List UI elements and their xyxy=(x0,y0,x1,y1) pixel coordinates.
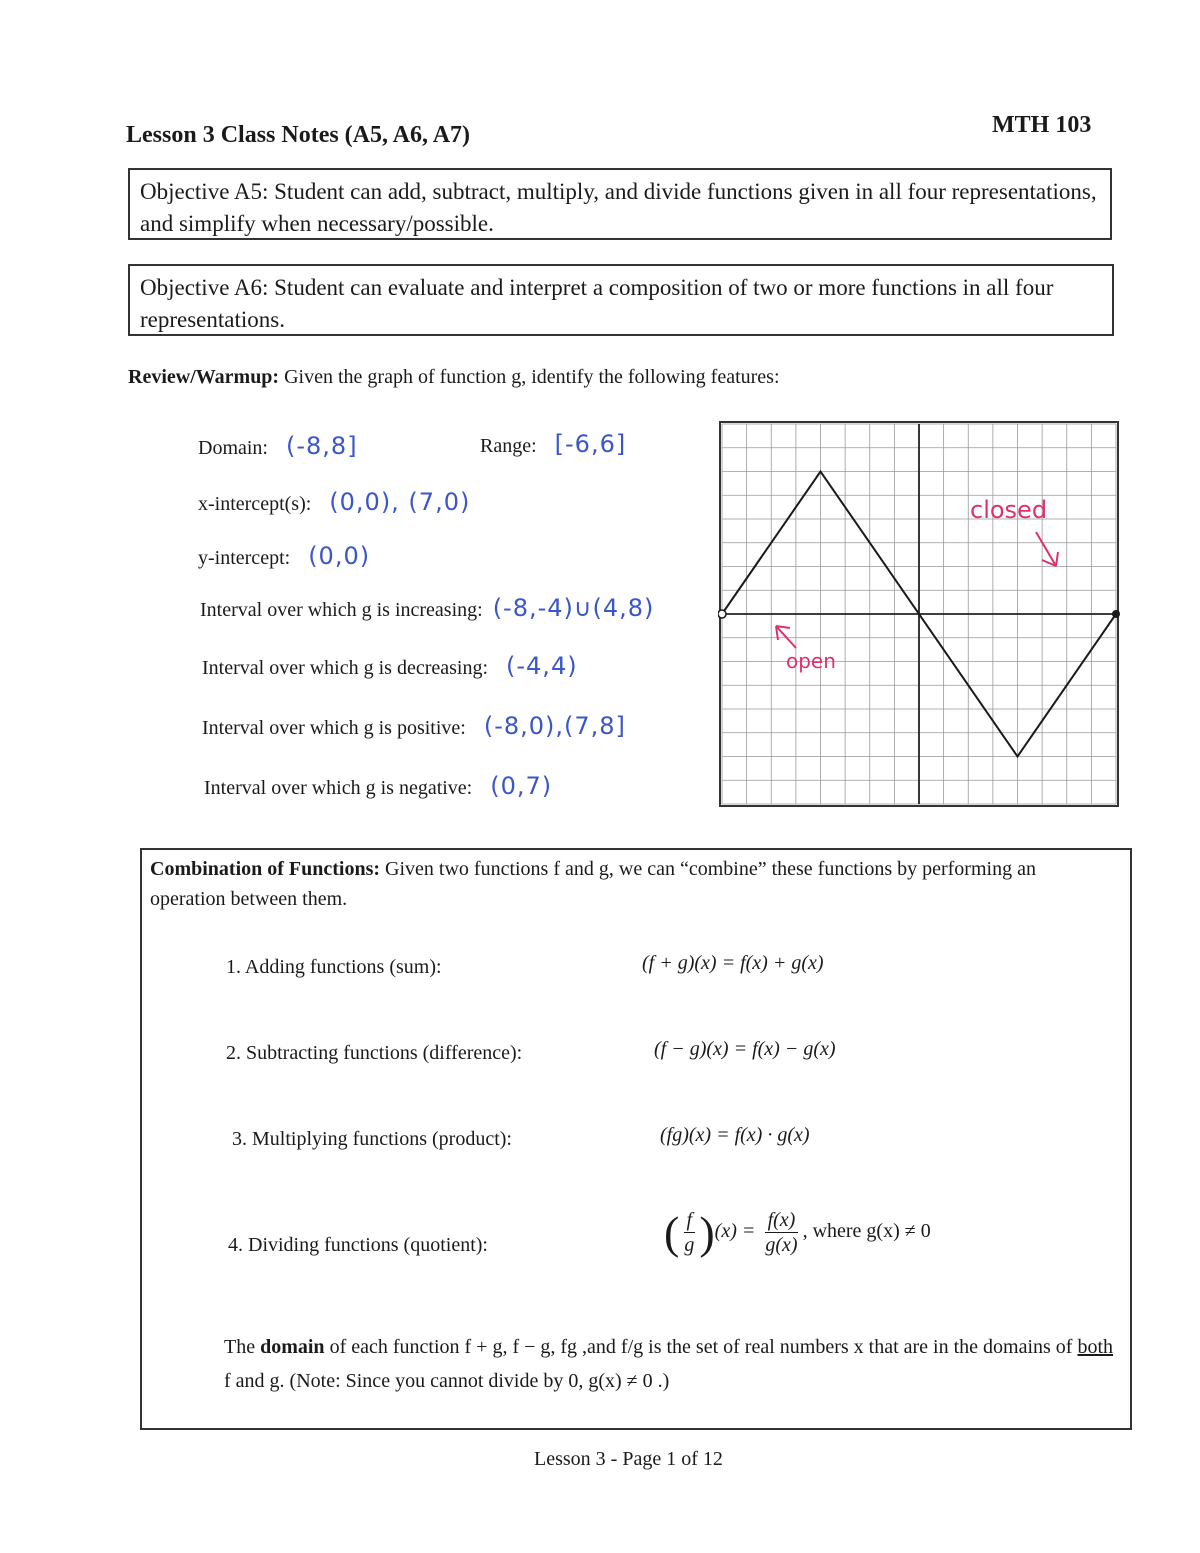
domain-answer: (-8,8] xyxy=(286,432,358,460)
x-intercept-answer: (0,0), (7,0) xyxy=(329,488,471,516)
increasing-answer: (-8,-4)∪(4,8) xyxy=(492,594,655,622)
increasing-label: Interval over which g is increasing: xyxy=(200,599,483,621)
domain-keyword: domain xyxy=(260,1336,325,1358)
open-annotation: open xyxy=(786,649,836,673)
warmup-prompt: Given the graph of function g, identify the following features: xyxy=(284,366,780,388)
open-endpoint-marker xyxy=(718,610,726,618)
x-intercept-row xyxy=(198,488,470,516)
warmup-label: Review/Warmup: xyxy=(128,366,280,388)
decreasing-answer: (-4,4) xyxy=(506,652,578,680)
warmup-heading xyxy=(128,366,780,389)
quotient-formula: ( $\frac{f}{g}$ )(x) = $\frac{f(x)}{g(x)}$ , where g(x) ≠ 0 xyxy=(664,1207,931,1258)
product-label: 3. Multiplying functions (product): xyxy=(232,1128,512,1150)
both-keyword: both xyxy=(1077,1336,1114,1358)
range-answer: [-6,6] xyxy=(554,430,627,458)
difference-label: 2. Subtracting functions (difference): xyxy=(226,1042,523,1064)
objective-a6-box xyxy=(128,264,1114,336)
product-formula: (fg)(x) = f(x) · g(x) xyxy=(660,1124,810,1146)
range-label: Range: xyxy=(480,435,537,457)
objective-a5-text: Objective A5: Student can add, subtract, multiply, and divide functions given in all four representations, and simplify when necessary/possible. xyxy=(140,179,1097,236)
closed-annotation: closed xyxy=(970,496,1048,524)
f-over-g-fraction: $\frac{f}{g}$ xyxy=(684,1209,695,1256)
decreasing-label: Interval over which g is decreasing: xyxy=(202,657,489,679)
closed-endpoint-marker xyxy=(1112,610,1120,618)
quotient-condition: , where g(x) ≠ 0 xyxy=(802,1220,931,1243)
course-code: MTH 103 xyxy=(992,112,1092,138)
positive-answer: (-8,0),(7,8] xyxy=(483,712,626,740)
y-intercept-row xyxy=(198,542,370,570)
x-intercept-label: x-intercept(s): xyxy=(198,493,312,515)
combination-box xyxy=(140,848,1132,1430)
positive-row xyxy=(202,712,626,740)
range-row xyxy=(480,430,626,458)
positive-label: Interval over which g is positive: xyxy=(202,717,466,739)
increasing-row xyxy=(200,594,654,622)
combination-intro xyxy=(150,854,1110,914)
combination-title: Combination of Functions: xyxy=(150,858,381,880)
quotient-label: 4. Dividing functions (quotient): xyxy=(228,1234,488,1256)
page-footer: Lesson 3 - Page 1 of 12 xyxy=(534,1448,723,1470)
negative-row xyxy=(204,772,552,800)
negative-answer: (0,7) xyxy=(490,772,553,800)
function-g-graph xyxy=(718,420,1122,810)
objective-a6-text: Objective A6: Student can evaluate and interpret a composition of two or more functions in all four representations. xyxy=(140,275,1054,332)
fx-over-gx-fraction: $\frac{f(x)}{g(x)}$ xyxy=(765,1209,798,1256)
objective-a5-box xyxy=(128,168,1112,240)
domain-label: Domain: xyxy=(198,437,268,459)
decreasing-row xyxy=(202,652,578,680)
difference-formula: (f − g)(x) = f(x) − g(x) xyxy=(654,1038,836,1060)
negative-label: Interval over which g is negative: xyxy=(204,777,473,799)
y-intercept-label: y-intercept: xyxy=(198,547,291,569)
sum-label: 1. Adding functions (sum): xyxy=(226,956,442,978)
domain-row xyxy=(198,432,358,460)
combination-intro-text: Given two functions f and g, we can “combine” these functions by performing an operation between them. xyxy=(150,858,1036,910)
domain-note: The domain of each function f + g, f − g, fg ,and f/g is the set of real numbers x that are in the domains of both f and g. (Note: Since you cannot divide by 0, g(x) ≠ 0 .) xyxy=(224,1336,1114,1392)
page-title: Lesson 3 Class Notes (A5, A6, A7) xyxy=(126,122,471,148)
y-intercept-answer: (0,0) xyxy=(308,542,371,570)
sum-formula: (f + g)(x) = f(x) + g(x) xyxy=(642,952,824,974)
